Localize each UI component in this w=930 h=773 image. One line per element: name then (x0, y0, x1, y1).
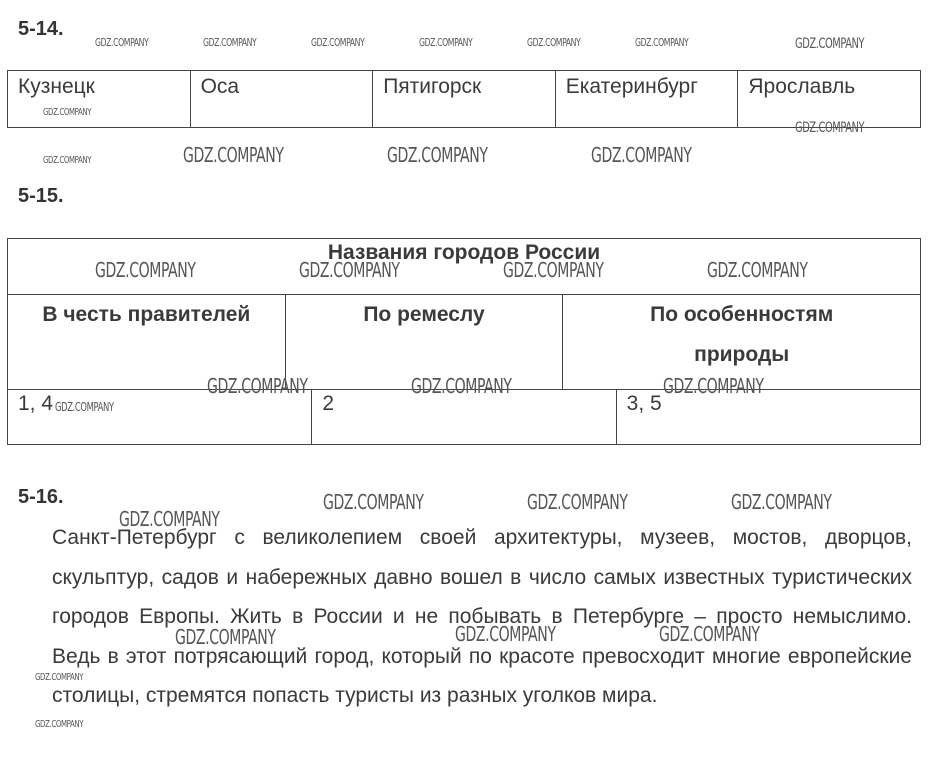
watermark: GDZ.COMPANY (175, 625, 276, 649)
table-cell: 2 (312, 390, 616, 445)
watermark: GDZ.COMPANY (795, 36, 865, 52)
table-cell: 3, 5 (626, 392, 662, 415)
watermark: GDZ.COMPANY (455, 622, 556, 646)
watermark: GDZ.COMPANY (35, 672, 84, 683)
city-cell: Ярославль (748, 75, 856, 98)
watermark: GDZ.COMPANY (591, 143, 692, 167)
watermark: GDZ.COMPANY (503, 258, 604, 282)
task-label-5-15: 5-15. (18, 185, 64, 207)
watermark: GDZ.COMPANY (95, 258, 196, 282)
table-row (8, 390, 920, 445)
table-title: Названия городов России (8, 239, 920, 295)
task-label-5-14: 5-14. (18, 18, 64, 40)
answer-paragraph: Санкт-Петербург с великолепием своей архитектуры, музеев, мостов, дворцов, скульптур, садов и набережных давно вошел в число самых известных туристических городов Европы. Жить в России и не побывать в Петербурге – просто немыслимо. Ведь в этот потрясающий город, который по красоте превосходит многие европейские столицы, стремятся попасть туристы из разных уголков мира. (52, 526, 912, 707)
city-cell: Кузнецк (8, 71, 191, 127)
watermark: GDZ.COMPANY (527, 36, 581, 49)
watermark: GDZ.COMPANY (707, 258, 808, 282)
watermark: GDZ.COMPANY (55, 400, 114, 414)
watermark: GDZ.COMPANY (311, 36, 365, 49)
column-header: По особенностям природы (650, 303, 834, 366)
watermark: GDZ.COMPANY (95, 36, 149, 49)
city-cell: Екатеринбург (556, 71, 739, 127)
watermark: GDZ.COMPANY (203, 36, 257, 49)
city-cell: Пятигорск (373, 71, 556, 127)
watermark: GDZ.COMPANY (635, 36, 689, 49)
watermark: GDZ.COMPANY (207, 374, 308, 398)
column-header: В честь правителей (8, 295, 286, 389)
watermark: GDZ.COMPANY (43, 107, 92, 118)
watermark: GDZ.COMPANY (795, 120, 865, 136)
watermark: GDZ.COMPANY (663, 374, 764, 398)
watermark: GDZ.COMPANY (323, 490, 424, 514)
watermark: GDZ.COMPANY (119, 507, 220, 531)
watermark: GDZ.COMPANY (659, 622, 760, 646)
task-label-5-16: 5-16. (18, 486, 64, 508)
watermark: GDZ.COMPANY (419, 36, 473, 49)
watermark: GDZ.COMPANY (183, 143, 284, 167)
city-cell: Оса (191, 71, 374, 127)
watermark: GDZ.COMPANY (411, 374, 512, 398)
watermark: GDZ.COMPANY (527, 490, 628, 514)
watermark: GDZ.COMPANY (43, 155, 92, 166)
column-header: По ремеслу (286, 295, 564, 389)
watermark: GDZ.COMPANY (387, 143, 488, 167)
watermark: GDZ.COMPANY (731, 490, 832, 514)
watermark: GDZ.COMPANY (299, 258, 400, 282)
cities-table (7, 70, 921, 128)
table-cell: 1, 4 (8, 390, 312, 445)
watermark: GDZ.COMPANY (35, 719, 84, 730)
